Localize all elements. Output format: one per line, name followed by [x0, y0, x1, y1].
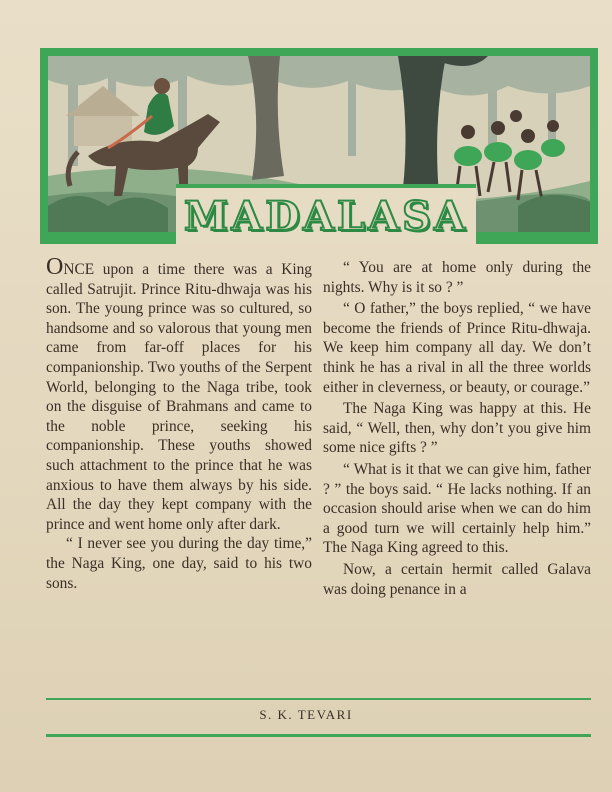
paragraph-text: NCE upon a time there was a King called Satrujit. Prince Ritu-dhwaja was his son. The young prince was so cultured, so handsome and so valorous that young men came from far-off places for his companionship. Two youths of the Serpent World, belonging to the Naga tribe, took on the disguise of Brahmans and came to the noble prince, seeking his companionship. These youths showed such attachment to the prince that he was anxious to have them always by his side. All the day they kept company with the prince and went home only after dark. [46, 261, 312, 533]
header-illustration-frame [40, 48, 598, 244]
story-title: MADALASA [183, 192, 469, 240]
paragraph: “ O father,” the boys replied, “ we have become the friends of Prince Ritu-dhwaja. We keep him company all day. We don’t think he has a rival in all the three worlds either in cleverness, or beauty, or courage.” [323, 300, 591, 396]
author-byline: S. K. TEVARI [259, 707, 353, 722]
paragraph: “ I never see you during the day time,” the Naga King, one day, said to his two sons. [46, 535, 312, 592]
paragraph: “ You are at home only during the nights. Why is it so ? ” [323, 259, 591, 296]
paragraph: The Naga King was happy at this. He said, “ Well, then, why don’t you give him some nice gifts ? ” [323, 400, 591, 457]
paragraph: Now, a certain hermit called Galava was doing penance in a [323, 560, 591, 598]
title-box [176, 184, 476, 244]
paragraph: “ What is it that we can give him, father ? ” the boys said. “ He lacks nothing. If an occasion should arise when we can do him a good turn we will certainly help him.” The Naga King agreed to this. [323, 460, 591, 557]
right-text-column [323, 258, 591, 599]
paragraph [46, 254, 312, 534]
left-text-column [46, 254, 312, 593]
drop-cap: O [46, 254, 64, 280]
footer-rule-top [46, 698, 591, 700]
footer-rule-bottom [46, 734, 591, 737]
